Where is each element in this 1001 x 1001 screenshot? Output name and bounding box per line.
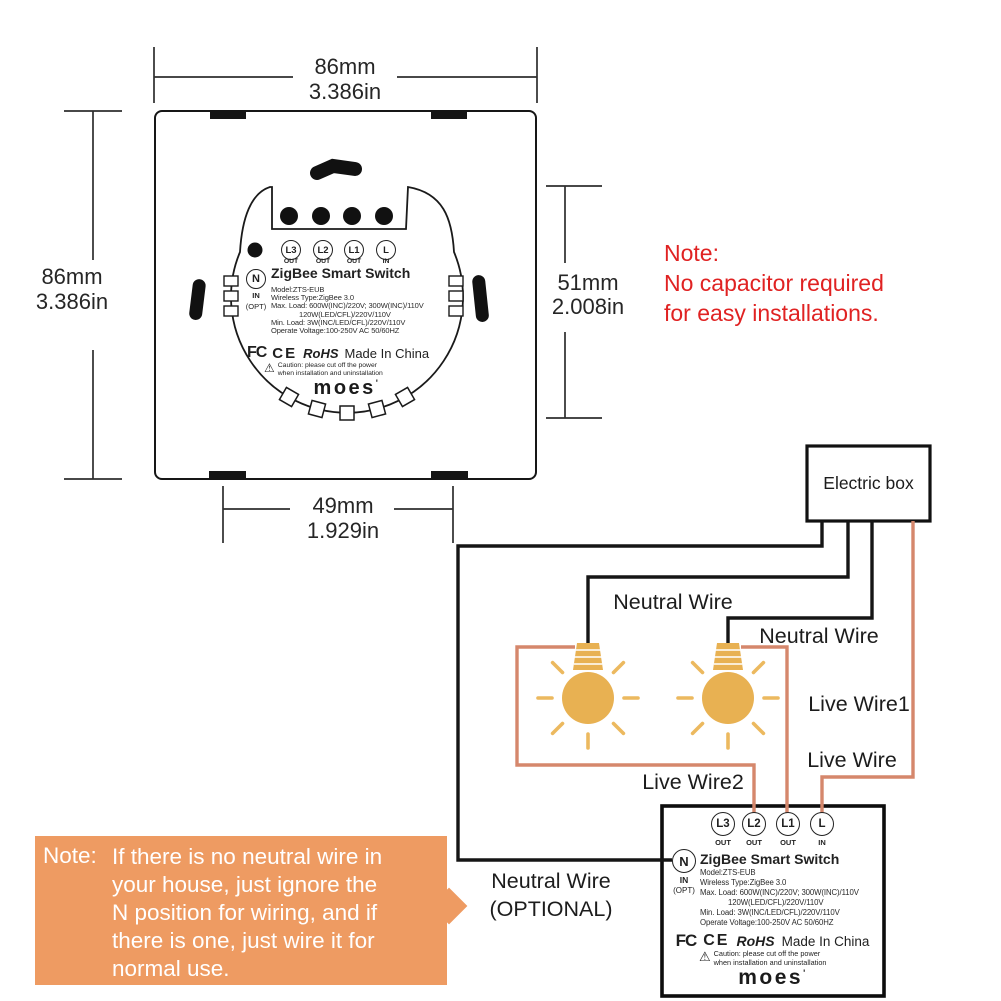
wiring-unit-specs xyxy=(700,868,859,928)
orange-note-label: Note: xyxy=(43,843,97,868)
wiring-caution-text xyxy=(714,950,827,967)
dim-right-inch: 2.008in xyxy=(551,294,625,319)
wiring-caution-line-1: Caution: please cut off the power xyxy=(713,949,821,958)
wiring-spec-min-load: Min. Load: 3W(INC/LED/CFL)/220V/110V xyxy=(700,908,840,917)
terminal-n-dir: IN xyxy=(252,291,260,300)
red-note-line-1: No capacitor required xyxy=(664,270,884,296)
wiring-terminal-l: L xyxy=(810,812,834,836)
bulb-1 xyxy=(538,643,638,748)
orange-note xyxy=(35,836,447,985)
orange-note-line-1: If there is no neutral wire in xyxy=(112,844,383,869)
wiring-terminal-l1: L1 xyxy=(776,812,800,836)
fcc-logo: FC xyxy=(246,344,267,361)
unit-caution xyxy=(264,362,383,378)
orange-note-lines xyxy=(112,843,382,983)
terminal-l1: L1 xyxy=(344,240,364,260)
wiring-caution-icon: ⚠ xyxy=(699,949,711,964)
spec-model: Model:ZTS-EUB xyxy=(271,285,325,294)
terminal-l3: L3 xyxy=(281,240,301,260)
wiring-ce-logo: CE xyxy=(703,932,730,949)
wiring-terminal-l2: L2 xyxy=(742,812,766,836)
wiring-fcc-logo: FC xyxy=(675,931,697,950)
red-note-line-2: for easy installations. xyxy=(664,300,879,326)
dim-right-mm: 51mm xyxy=(557,270,619,295)
wiring-rohs-logo: RoHS xyxy=(736,933,775,949)
neutral-optional-line-1: Neutral Wire xyxy=(491,869,611,893)
electric-box-label: Electric box xyxy=(823,473,914,493)
wiring-spec-max-load-2: 120W(LED/CFL)/220V/110V xyxy=(728,898,824,907)
spec-max-load: Max. Load: 600W(INC)/220V; 300W(INC)/110V xyxy=(271,301,424,311)
caution-line-1: Caution: please cut off the power xyxy=(277,362,378,369)
dim-bottom-inch: 1.929in xyxy=(306,518,380,543)
wiring-terminal-n: N xyxy=(672,849,696,873)
ce-logo: CE xyxy=(272,344,298,362)
wiring-unit-title: ZigBee Smart Switch xyxy=(700,851,840,867)
neutral-wire-1-label: Neutral Wire xyxy=(613,590,733,614)
bulb-2-globe xyxy=(702,672,754,724)
wiring-terminal-l1-dir: OUT xyxy=(780,838,796,847)
orange-note-line-5: normal use. xyxy=(112,956,230,981)
wiring-spec-model: Model:ZTS-EUB xyxy=(700,868,756,877)
screw-hole xyxy=(248,243,263,258)
terminal-l3-dir: OUT xyxy=(283,258,299,265)
wiring-brand-logo: moes ' xyxy=(723,966,823,990)
wiring-unit-caution xyxy=(699,950,826,967)
neutral-wire-optional-label xyxy=(471,867,631,923)
wiring-terminal-l2-dir: OUT xyxy=(746,838,762,847)
brand-logo: moes ' xyxy=(297,377,397,400)
slot-top xyxy=(317,166,355,173)
wiring-terminal-l-dir: IN xyxy=(818,838,826,847)
orange-note-line-4: there is one, just wire it for xyxy=(112,928,375,953)
caution-line-2: when installation and uninstallation xyxy=(277,370,383,377)
wiring-terminal-l3: L3 xyxy=(711,812,735,836)
dim-top-inch: 3.386in xyxy=(308,79,382,104)
red-note-label: Note: xyxy=(664,240,719,266)
mount-tab-bottom-right xyxy=(431,471,468,480)
caution-text xyxy=(278,362,383,378)
spec-voltage: Operate Voltage:100-250V AC 50/60HZ xyxy=(271,326,400,336)
wiring-spec-wireless: Wireless Type:ZigBee 3.0 xyxy=(700,878,787,887)
orange-note-line-2: your house, just ignore the xyxy=(112,872,378,897)
dim-bottom-mm: 49mm xyxy=(312,493,374,518)
spec-min-load: Min. Load: 3W(INC/LED/CFL)/220V/110V xyxy=(271,317,406,327)
terminal-l1-dir: OUT xyxy=(346,258,362,265)
rohs-logo: RoHS xyxy=(303,345,339,361)
neutral-optional-line-2: (OPTIONAL) xyxy=(489,897,613,921)
terminal-l2: L2 xyxy=(313,240,333,260)
mount-tab-bottom-left xyxy=(209,471,246,480)
terminal-n: N xyxy=(246,269,266,289)
wiring-spec-voltage: Operate Voltage:100-250V AC 50/60HZ xyxy=(700,918,834,927)
terminal-l: L xyxy=(376,240,396,260)
live-wire-2-label: Live Wire2 xyxy=(642,770,744,794)
wiring-spec-max-load: Max. Load: 600W(INC)/220V; 300W(INC)/110V xyxy=(700,888,859,897)
terminal-l2-dir: OUT xyxy=(315,258,331,265)
unit-title: ZigBee Smart Switch xyxy=(271,265,411,281)
dim-left-mm: 86mm xyxy=(41,264,103,289)
caution-icon: ⚠ xyxy=(264,361,275,375)
slot-right xyxy=(472,274,490,322)
neutral-wire-2-label: Neutral Wire xyxy=(759,624,879,648)
made-in-china-text: Made In China xyxy=(344,345,430,361)
spec-max-load-2: 120W(LED/CFL)/220V/110V xyxy=(299,309,391,319)
live-wire-label: Live Wire xyxy=(807,748,897,772)
red-note xyxy=(664,238,884,328)
live-wire-1-label: Live Wire1 xyxy=(808,692,910,716)
orange-note-line-3: N position for wiring, and if xyxy=(112,900,378,925)
wiring-terminal-l3-dir: OUT xyxy=(715,838,731,847)
wiring-terminal-n-opt: (OPT) xyxy=(673,886,695,895)
unit-specs xyxy=(271,286,424,335)
dim-left-inch: 3.386in xyxy=(35,289,109,314)
spec-wireless: Wireless Type:ZigBee 3.0 xyxy=(271,293,354,303)
bulb-1-globe xyxy=(562,672,614,724)
mount-tab-top-right xyxy=(431,110,467,119)
bulb-2 xyxy=(678,643,778,748)
mount-tab-top-left xyxy=(210,110,246,119)
dim-top-mm: 86mm xyxy=(314,54,376,79)
wiring-made-in-china-text: Made In China xyxy=(781,933,870,949)
terminal-n-opt: (OPT) xyxy=(245,302,267,311)
slot-left xyxy=(188,278,206,320)
wiring-caution-line-2: when installation and uninstallation xyxy=(713,957,827,967)
terminal-l-dir: IN xyxy=(382,258,390,265)
wiring-terminal-n-dir: IN xyxy=(679,875,689,885)
